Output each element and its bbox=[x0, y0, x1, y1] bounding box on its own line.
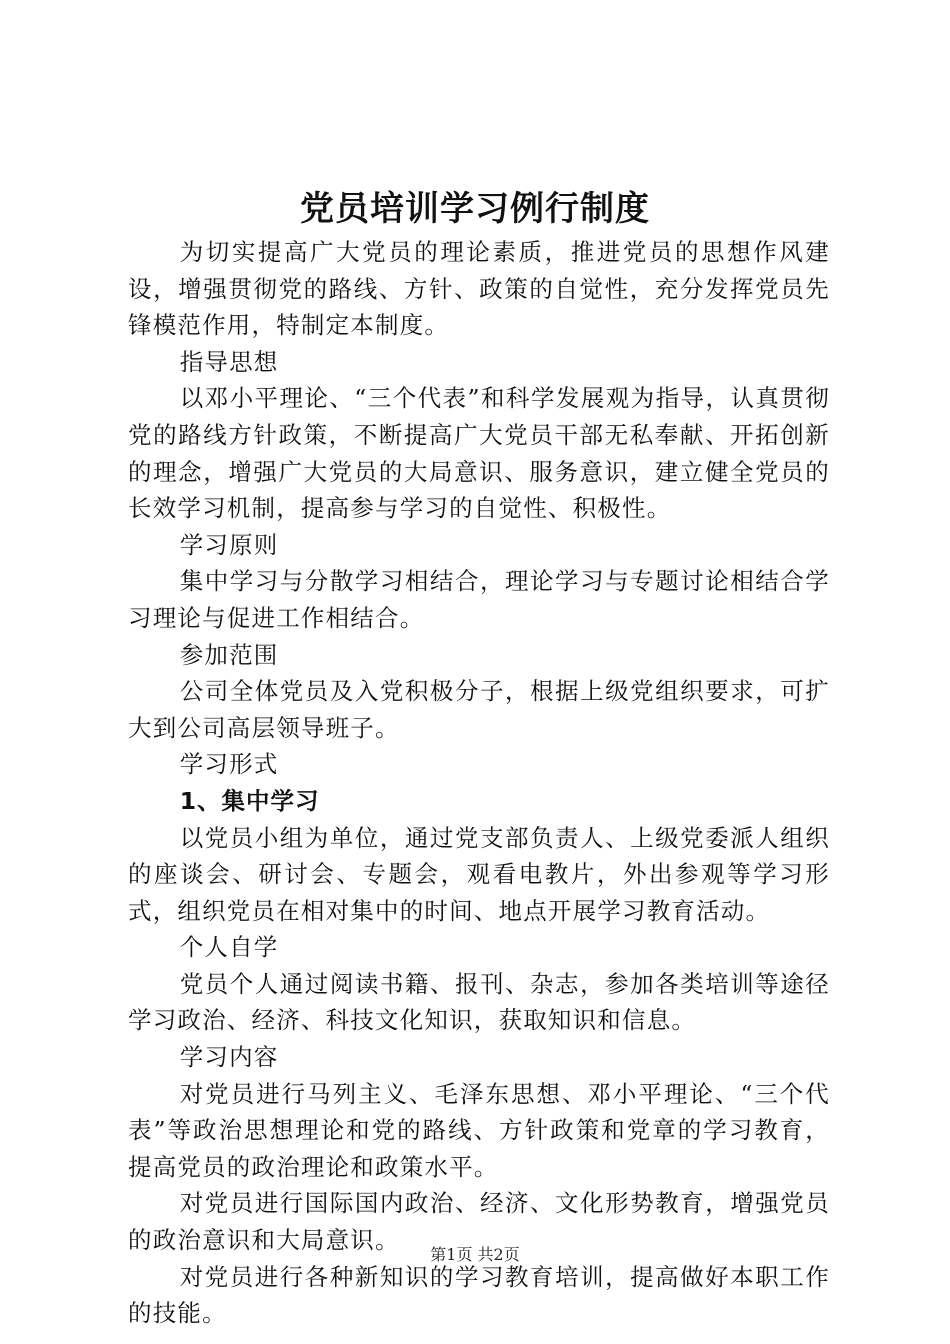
section-heading-participants: 参加范围 bbox=[179, 640, 279, 669]
subheading-centralized-study: 1、集中学习 bbox=[179, 786, 320, 815]
paragraph-study-content-skills: 对党员进行各种新知识的学习教育培训，提高做好本职工作的技能。 bbox=[128, 1262, 830, 1328]
paragraph-self-study: 党员个人通过阅读书籍、报刊、杂志，参加各类培训等途径学习政治、经济、科技文化知识，获取知识和信息。 bbox=[128, 969, 830, 1035]
paragraph-study-principles: 集中学习与分散学习相结合，理论学习与专题讨论相结合学习理论与促进工作相结合。 bbox=[128, 567, 830, 632]
paragraph-intro: 为切实提高广大党员的理论素质，推进党员的思想作风建设，增强贯彻党的路线、方针、政策的自觉性，充分发挥党员先锋模范作用，特制定本制度。 bbox=[128, 238, 830, 340]
section-heading-study-content: 学习内容 bbox=[179, 1043, 279, 1072]
document-title: 党员培训学习例行制度 bbox=[300, 189, 650, 229]
section-heading-study-forms: 学习形式 bbox=[179, 750, 279, 779]
paragraph-participants: 公司全体党员及入党积极分子，根据上级党组织要求，可扩大到公司高层领导班子。 bbox=[128, 677, 830, 742]
section-heading-self-study: 个人自学 bbox=[179, 933, 279, 962]
document-body bbox=[128, 234, 830, 1332]
section-heading-study-principles: 学习原则 bbox=[179, 530, 279, 559]
paragraph-guiding-ideology: 以邓小平理论、“三个代表”和科学发展观为指导，认真贯彻党的路线方针政策，不断提高广大党员干部无私奉献、开拓创新的理念，增强广大党员的大局意识、服务意识，建立健全党员的长效学习机制，提高参与学习的自觉性、积极性。 bbox=[128, 384, 830, 523]
section-heading-guiding-ideology: 指导思想 bbox=[179, 347, 279, 376]
paragraph-study-content-theory: 对党员进行马列主义、毛泽东思想、邓小平理论、“三个代表”等政治思想理论和党的路线、方针政策和党章的学习教育，提高党员的政治理论和政策水平。 bbox=[128, 1079, 830, 1181]
paragraph-study-content-situation: 对党员进行国际国内政治、经济、文化形势教育，增强党员的政治意识和大局意识。 bbox=[128, 1189, 830, 1255]
page-footer: 第1页 共2页 bbox=[430, 1245, 520, 1264]
paragraph-centralized-study: 以党员小组为单位，通过党支部负责人、上级党委派人组织的座谈会、研讨会、专题会，观看电教片，外出参观等学习形式，组织党员在相对集中的时间、地点开展学习教育活动。 bbox=[128, 823, 830, 925]
